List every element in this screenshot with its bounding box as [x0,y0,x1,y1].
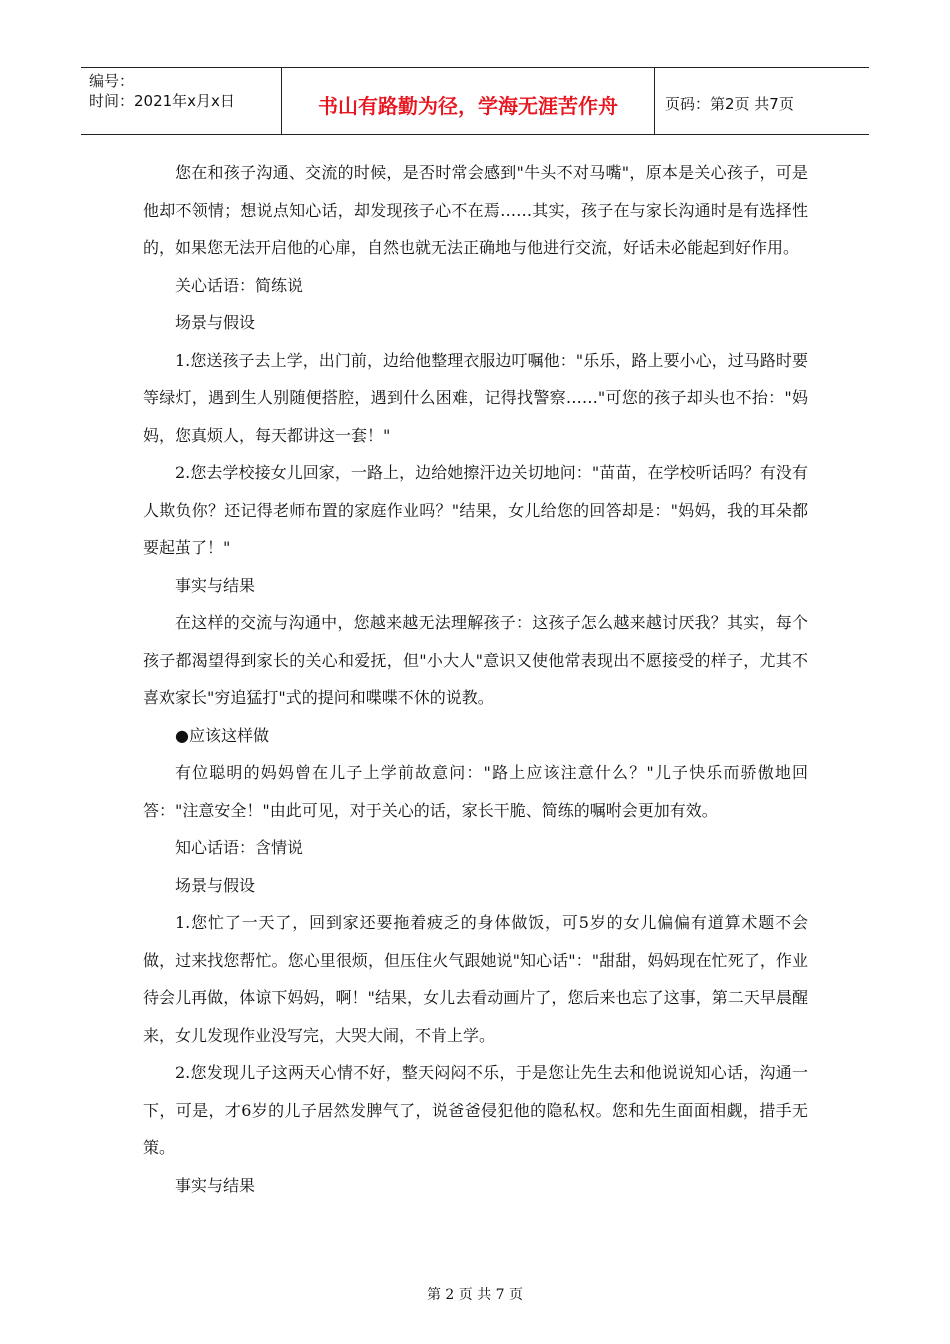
section-heading: ●应该这样做 [175,725,269,745]
header-motto: 书山有路勤为径，学海无涯苦作舟 [318,94,618,118]
header-motto-cell [282,68,655,134]
header-page-cell [655,68,869,134]
body-paragraph: 在这样的交流与沟通中，您越来越无法理解孩子：这孩子怎么越来越讨厌我？其实，每个孩子都渴望得到家长的关心和爱抚，但"小大人"意识又使他常表现出不愿接受的样子，尤其不喜欢家长"穷追猛打"式的提问和喋喋不休的说教。 [143,613,808,707]
body-paragraph: 1.您忙了一天了，回到家还要拖着疲乏的身体做饭，可5岁的女儿偏偏有道算术题不会做，过来找您帮忙。您心里很烦，但压住火气跟她说"知心话"："甜甜，妈妈现在忙死了，作业待会儿再做，体谅下妈妈，啊！"结果，女儿去看动画片了，您后来也忘了这事，第二天早晨醒来，女儿发现作业没写完，大哭大闹，不肯上学。 [143,913,808,1045]
page-footer: 第 2 页 共 7 页 [426,1287,524,1303]
section-heading: 场景与假设 [175,875,256,895]
body-paragraph: 2.您发现儿子这两天心情不好，整天闷闷不乐，于是您让先生去和他说说知心话，沟通一下，可是，才6岁的儿子居然发脾气了，说爸爸侵犯他的隐私权。您和先生面面相觑，措手无策。 [143,1063,808,1157]
body-paragraph: 2.您去学校接女儿回家，一路上，边给她擦汗边关切地问："苗苗，在学校听话吗？有没有人欺负你？还记得老师布置的家庭作业吗？"结果，女儿给您的回答却是："妈妈，我的耳朵都要起茧了！" [143,463,808,557]
document-time-label: 时间：2021年x月x日 [89,92,235,110]
section-heading: 知心话语：含情说 [175,838,304,857]
section-heading: 场景与假设 [175,313,256,332]
body-paragraph: 您在和孩子沟通、交流的时候，是否时常会感到"牛头不对马嘴"，原本是关心孩子，可是他却不领情；想说点知心话，却发现孩子心不在焉……其实，孩子在与家长沟通时是有选择性的，如果您无法开启他的心扉，自然也就无法正确地与他进行交流，好话未必能起到好作用。 [143,163,808,257]
document-body [143,154,808,1204]
body-paragraph: 1.您送孩子去上学，出门前，边给他整理衣服边叮嘱他："乐乐，路上要小心，过马路时要等绿灯，遇到生人别随便搭腔，遇到什么困难，记得找警察……"可您的孩子却头也不抬："妈妈，您真烦人，每天都讲这一套！" [143,350,808,445]
header-info-cell [81,68,282,134]
section-heading: 事实与结果 [175,575,256,595]
section-heading: 事实与结果 [175,1175,256,1195]
body-paragraph: 有位聪明的妈妈曾在儿子上学前故意问："路上应该注意什么？"儿子快乐而骄傲地回答："注意安全！"由此可见，对于关心的话，家长干脆、简练的嘱咐会更加有效。 [143,763,808,820]
document-number-label: 编号： [89,72,135,90]
header-page-number: 页码：第2页 共7页 [665,95,794,113]
page-header [81,67,869,135]
section-heading: 关心话语：简练说 [175,275,304,295]
